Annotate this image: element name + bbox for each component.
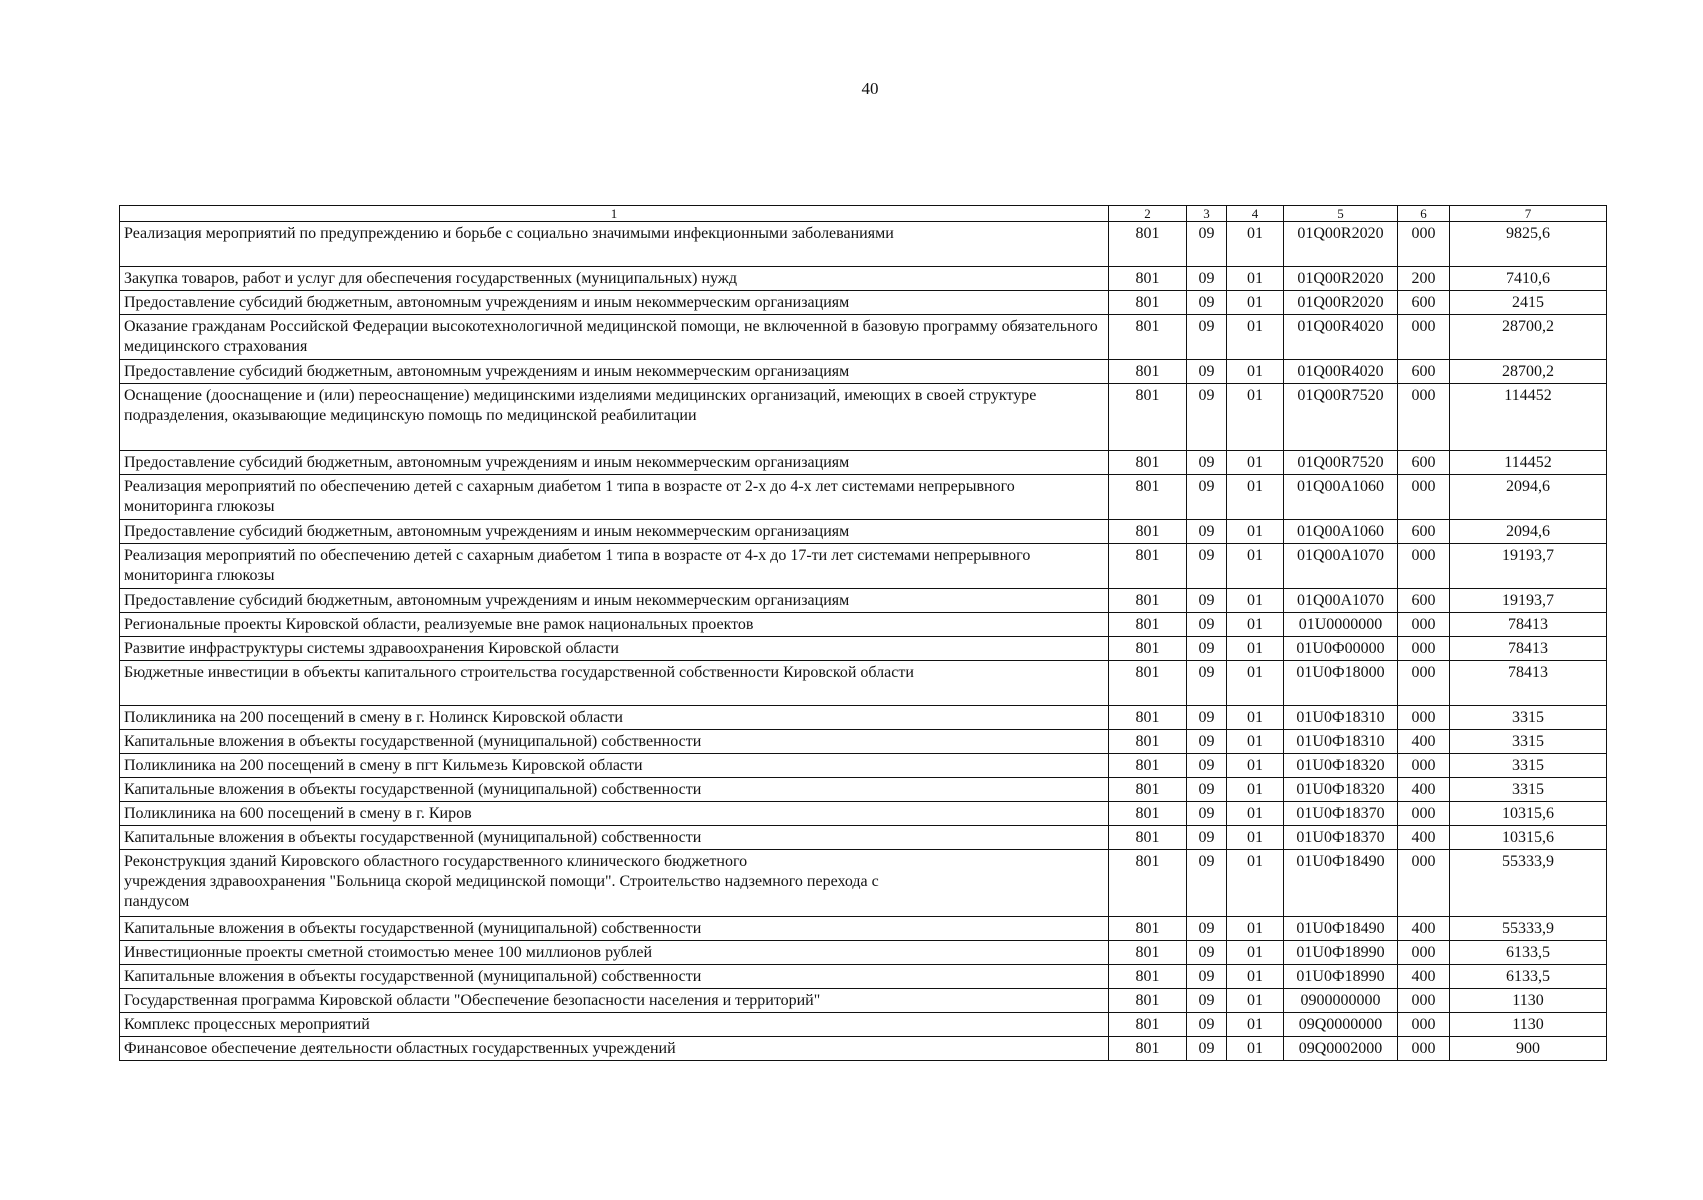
target-article-cell: 01Q00R4020 xyxy=(1284,315,1398,360)
table-row xyxy=(120,475,1607,520)
table-row xyxy=(120,589,1607,613)
subsection-code-cell: 01 xyxy=(1227,1013,1284,1037)
amount-cell: 78413 xyxy=(1450,661,1607,706)
target-article-cell: 01Q00A1070 xyxy=(1284,589,1398,613)
table-row xyxy=(120,360,1607,384)
amount-cell: 28700,2 xyxy=(1450,315,1607,360)
expense-type-cell: 000 xyxy=(1398,475,1450,520)
amount-cell: 19193,7 xyxy=(1450,589,1607,613)
subsection-code-cell: 01 xyxy=(1227,589,1284,613)
expense-type-cell: 000 xyxy=(1398,754,1450,778)
section-code-cell: 09 xyxy=(1187,989,1227,1013)
subsection-code-cell: 01 xyxy=(1227,384,1284,451)
table-row xyxy=(120,291,1607,315)
ministry-code-cell: 801 xyxy=(1109,989,1187,1013)
target-article-cell: 09Q0000000 xyxy=(1284,1013,1398,1037)
table-row xyxy=(120,1037,1607,1061)
expense-type-cell: 000 xyxy=(1398,802,1450,826)
row-name-cell: Предоставление субсидий бюджетным, автономным учреждениям и иным некоммерческим организациям xyxy=(120,451,1109,475)
target-article-cell: 01U0Ф18990 xyxy=(1284,965,1398,989)
row-name-cell: Государственная программа Кировской области "Обеспечение безопасности населения и территорий" xyxy=(120,989,1109,1013)
amount-cell: 3315 xyxy=(1450,778,1607,802)
row-name-cell: Инвестиционные проекты сметной стоимостью менее 100 миллионов рублей xyxy=(120,941,1109,965)
ministry-code-cell: 801 xyxy=(1109,730,1187,754)
expense-type-cell: 000 xyxy=(1398,222,1450,267)
subsection-code-cell: 01 xyxy=(1227,661,1284,706)
subsection-code-cell: 01 xyxy=(1227,291,1284,315)
subsection-code-cell: 01 xyxy=(1227,706,1284,730)
target-article-cell: 01U0Ф18370 xyxy=(1284,826,1398,850)
ministry-code-cell: 801 xyxy=(1109,965,1187,989)
target-article-cell: 01U0Ф18490 xyxy=(1284,917,1398,941)
table-row xyxy=(120,778,1607,802)
expense-type-cell: 000 xyxy=(1398,989,1450,1013)
row-name-cell: Реконструкция зданий Кировского областного государственного клинического бюджетного учреждения здравоохранения "Больница скорой медицинской помощи". Строительство надземного перехода с пандусом xyxy=(120,850,1109,917)
row-name-cell: Предоставление субсидий бюджетным, автономным учреждениям и иным некоммерческим организациям xyxy=(120,520,1109,544)
table-row xyxy=(120,989,1607,1013)
section-code-cell: 09 xyxy=(1187,1013,1227,1037)
expense-type-cell: 000 xyxy=(1398,1013,1450,1037)
subsection-code-cell: 01 xyxy=(1227,965,1284,989)
table-body xyxy=(120,222,1607,1061)
amount-cell: 9825,6 xyxy=(1450,222,1607,267)
target-article-cell: 09Q0002000 xyxy=(1284,1037,1398,1061)
section-code-cell: 09 xyxy=(1187,291,1227,315)
section-code-cell: 09 xyxy=(1187,730,1227,754)
section-code-cell: 09 xyxy=(1187,267,1227,291)
ministry-code-cell: 801 xyxy=(1109,850,1187,917)
amount-cell: 78413 xyxy=(1450,613,1607,637)
expense-type-cell: 000 xyxy=(1398,661,1450,706)
column-header: 2 xyxy=(1109,206,1187,222)
target-article-cell: 01Q00A1060 xyxy=(1284,520,1398,544)
section-code-cell: 09 xyxy=(1187,1037,1227,1061)
amount-cell: 1130 xyxy=(1450,989,1607,1013)
ministry-code-cell: 801 xyxy=(1109,706,1187,730)
target-article-cell: 01Q00R2020 xyxy=(1284,222,1398,267)
amount-cell: 114452 xyxy=(1450,384,1607,451)
row-name-cell: Предоставление субсидий бюджетным, автономным учреждениям и иным некоммерческим организациям xyxy=(120,589,1109,613)
ministry-code-cell: 801 xyxy=(1109,520,1187,544)
amount-cell: 114452 xyxy=(1450,451,1607,475)
expense-type-cell: 400 xyxy=(1398,965,1450,989)
row-name-cell: Оснащение (дооснащение и (или) переоснащение) медицинскими изделиями медицинских организаций, имеющих в своей структуре подразделения, оказывающие медицинскую помощь по медицинской реабилитации xyxy=(120,384,1109,451)
table-row xyxy=(120,826,1607,850)
target-article-cell: 01U0Ф18310 xyxy=(1284,730,1398,754)
row-name-cell: Оказание гражданам Российской Федерации высокотехнологичной медицинской помощи, не включенной в базовую программу обязательного медицинского страхования xyxy=(120,315,1109,360)
section-code-cell: 09 xyxy=(1187,661,1227,706)
row-name-cell: Капитальные вложения в объекты государственной (муниципальной) собственности xyxy=(120,730,1109,754)
ministry-code-cell: 801 xyxy=(1109,360,1187,384)
ministry-code-cell: 801 xyxy=(1109,917,1187,941)
expense-type-cell: 600 xyxy=(1398,451,1450,475)
amount-cell: 10315,6 xyxy=(1450,802,1607,826)
table-row xyxy=(120,1013,1607,1037)
amount-cell: 28700,2 xyxy=(1450,360,1607,384)
section-code-cell: 09 xyxy=(1187,850,1227,917)
section-code-cell: 09 xyxy=(1187,802,1227,826)
table-row xyxy=(120,917,1607,941)
section-code-cell: 09 xyxy=(1187,315,1227,360)
row-name-cell: Комплекс процессных мероприятий xyxy=(120,1013,1109,1037)
section-code-cell: 09 xyxy=(1187,222,1227,267)
ministry-code-cell: 801 xyxy=(1109,941,1187,965)
amount-cell: 19193,7 xyxy=(1450,544,1607,589)
section-code-cell: 09 xyxy=(1187,706,1227,730)
amount-cell: 78413 xyxy=(1450,637,1607,661)
amount-cell: 3315 xyxy=(1450,730,1607,754)
row-name-cell: Бюджетные инвестиции в объекты капитального строительства государственной собственности Кировской области xyxy=(120,661,1109,706)
subsection-code-cell: 01 xyxy=(1227,989,1284,1013)
ministry-code-cell: 801 xyxy=(1109,544,1187,589)
section-code-cell: 09 xyxy=(1187,384,1227,451)
table-row xyxy=(120,706,1607,730)
ministry-code-cell: 801 xyxy=(1109,384,1187,451)
ministry-code-cell: 801 xyxy=(1109,267,1187,291)
section-code-cell: 09 xyxy=(1187,941,1227,965)
row-name-cell: Капитальные вложения в объекты государственной (муниципальной) собственности xyxy=(120,826,1109,850)
target-article-cell: 01U0Ф00000 xyxy=(1284,637,1398,661)
row-name-cell: Реализация мероприятий по обеспечению детей с сахарным диабетом 1 типа в возрасте от 2-х до 4-х лет системами непрерывного мониторинга глюкозы xyxy=(120,475,1109,520)
ministry-code-cell: 801 xyxy=(1109,589,1187,613)
section-code-cell: 09 xyxy=(1187,917,1227,941)
amount-cell: 2415 xyxy=(1450,291,1607,315)
amount-cell: 1130 xyxy=(1450,1013,1607,1037)
section-code-cell: 09 xyxy=(1187,544,1227,589)
amount-cell: 6133,5 xyxy=(1450,941,1607,965)
target-article-cell: 01Q00R7520 xyxy=(1284,451,1398,475)
subsection-code-cell: 01 xyxy=(1227,778,1284,802)
section-code-cell: 09 xyxy=(1187,589,1227,613)
expense-type-cell: 400 xyxy=(1398,826,1450,850)
ministry-code-cell: 801 xyxy=(1109,1037,1187,1061)
ministry-code-cell: 801 xyxy=(1109,222,1187,267)
target-article-cell: 01U0Ф18000 xyxy=(1284,661,1398,706)
target-article-cell: 01Q00R2020 xyxy=(1284,267,1398,291)
section-code-cell: 09 xyxy=(1187,754,1227,778)
row-name-cell: Региональные проекты Кировской области, реализуемые вне рамок национальных проектов xyxy=(120,613,1109,637)
column-header: 6 xyxy=(1398,206,1450,222)
expense-type-cell: 600 xyxy=(1398,520,1450,544)
subsection-code-cell: 01 xyxy=(1227,754,1284,778)
section-code-cell: 09 xyxy=(1187,360,1227,384)
column-header: 5 xyxy=(1284,206,1398,222)
target-article-cell: 01U0000000 xyxy=(1284,613,1398,637)
section-code-cell: 09 xyxy=(1187,637,1227,661)
subsection-code-cell: 01 xyxy=(1227,315,1284,360)
amount-cell: 55333,9 xyxy=(1450,850,1607,917)
subsection-code-cell: 01 xyxy=(1227,826,1284,850)
expense-type-cell: 000 xyxy=(1398,637,1450,661)
table-row xyxy=(120,267,1607,291)
expense-type-cell: 000 xyxy=(1398,1037,1450,1061)
section-code-cell: 09 xyxy=(1187,520,1227,544)
section-code-cell: 09 xyxy=(1187,451,1227,475)
section-code-cell: 09 xyxy=(1187,826,1227,850)
budget-table xyxy=(119,205,1607,1061)
expense-type-cell: 000 xyxy=(1398,384,1450,451)
amount-cell: 3315 xyxy=(1450,754,1607,778)
row-name-cell: Капитальные вложения в объекты государственной (муниципальной) собственности xyxy=(120,778,1109,802)
subsection-code-cell: 01 xyxy=(1227,520,1284,544)
subsection-code-cell: 01 xyxy=(1227,802,1284,826)
table-row xyxy=(120,965,1607,989)
row-name-cell: Капитальные вложения в объекты государственной (муниципальной) собственности xyxy=(120,917,1109,941)
ministry-code-cell: 801 xyxy=(1109,291,1187,315)
table-row xyxy=(120,451,1607,475)
ministry-code-cell: 801 xyxy=(1109,475,1187,520)
table-row xyxy=(120,661,1607,706)
amount-cell: 2094,6 xyxy=(1450,475,1607,520)
column-header: 1 xyxy=(120,206,1109,222)
expense-type-cell: 000 xyxy=(1398,941,1450,965)
amount-cell: 2094,6 xyxy=(1450,520,1607,544)
expense-type-cell: 200 xyxy=(1398,267,1450,291)
target-article-cell: 01U0Ф18320 xyxy=(1284,754,1398,778)
ministry-code-cell: 801 xyxy=(1109,1013,1187,1037)
section-code-cell: 09 xyxy=(1187,613,1227,637)
ministry-code-cell: 801 xyxy=(1109,754,1187,778)
ministry-code-cell: 801 xyxy=(1109,778,1187,802)
expense-type-cell: 000 xyxy=(1398,706,1450,730)
expense-type-cell: 000 xyxy=(1398,613,1450,637)
target-article-cell: 01U0Ф18490 xyxy=(1284,850,1398,917)
row-name-cell: Поликлиника на 200 посещений в смену в пгт Кильмезь Кировской области xyxy=(120,754,1109,778)
amount-cell: 3315 xyxy=(1450,706,1607,730)
expense-type-cell: 000 xyxy=(1398,544,1450,589)
table-row xyxy=(120,384,1607,451)
ministry-code-cell: 801 xyxy=(1109,451,1187,475)
ministry-code-cell: 801 xyxy=(1109,637,1187,661)
subsection-code-cell: 01 xyxy=(1227,637,1284,661)
target-article-cell: 01U0Ф18320 xyxy=(1284,778,1398,802)
subsection-code-cell: 01 xyxy=(1227,850,1284,917)
row-name-cell: Реализация мероприятий по обеспечению детей с сахарным диабетом 1 типа в возрасте от 4-х до 17-ти лет системами непрерывного мониторинга глюкозы xyxy=(120,544,1109,589)
target-article-cell: 01U0Ф18990 xyxy=(1284,941,1398,965)
table-row xyxy=(120,941,1607,965)
expense-type-cell: 600 xyxy=(1398,589,1450,613)
subsection-code-cell: 01 xyxy=(1227,451,1284,475)
expense-type-cell: 400 xyxy=(1398,778,1450,802)
ministry-code-cell: 801 xyxy=(1109,661,1187,706)
amount-cell: 55333,9 xyxy=(1450,917,1607,941)
table-row xyxy=(120,754,1607,778)
table-row xyxy=(120,544,1607,589)
section-code-cell: 09 xyxy=(1187,778,1227,802)
section-code-cell: 09 xyxy=(1187,965,1227,989)
ministry-code-cell: 801 xyxy=(1109,315,1187,360)
subsection-code-cell: 01 xyxy=(1227,917,1284,941)
expense-type-cell: 400 xyxy=(1398,917,1450,941)
target-article-cell: 0900000000 xyxy=(1284,989,1398,1013)
target-article-cell: 01Q00A1070 xyxy=(1284,544,1398,589)
table-row xyxy=(120,315,1607,360)
column-header: 4 xyxy=(1227,206,1284,222)
table-row xyxy=(120,222,1607,267)
column-header: 7 xyxy=(1450,206,1607,222)
subsection-code-cell: 01 xyxy=(1227,267,1284,291)
amount-cell: 10315,6 xyxy=(1450,826,1607,850)
subsection-code-cell: 01 xyxy=(1227,613,1284,637)
expense-type-cell: 000 xyxy=(1398,850,1450,917)
table-row xyxy=(120,520,1607,544)
subsection-code-cell: 01 xyxy=(1227,360,1284,384)
table-row xyxy=(120,613,1607,637)
target-article-cell: 01Q00R4020 xyxy=(1284,360,1398,384)
expense-type-cell: 600 xyxy=(1398,360,1450,384)
section-code-cell: 09 xyxy=(1187,475,1227,520)
row-name-cell: Финансовое обеспечение деятельности областных государственных учреждений xyxy=(120,1037,1109,1061)
column-header: 3 xyxy=(1187,206,1227,222)
amount-cell: 900 xyxy=(1450,1037,1607,1061)
row-name-cell: Капитальные вложения в объекты государственной (муниципальной) собственности xyxy=(120,965,1109,989)
column-number-row xyxy=(120,206,1607,222)
target-article-cell: 01Q00A1060 xyxy=(1284,475,1398,520)
row-name-cell: Предоставление субсидий бюджетным, автономным учреждениям и иным некоммерческим организациям xyxy=(120,291,1109,315)
page-number: 40 xyxy=(861,79,879,98)
expense-type-cell: 000 xyxy=(1398,315,1450,360)
amount-cell: 6133,5 xyxy=(1450,965,1607,989)
subsection-code-cell: 01 xyxy=(1227,544,1284,589)
row-name-cell: Поликлиника на 200 посещений в смену в г. Нолинск Кировской области xyxy=(120,706,1109,730)
subsection-code-cell: 01 xyxy=(1227,730,1284,754)
row-name-cell: Развитие инфраструктуры системы здравоохранения Кировской области xyxy=(120,637,1109,661)
subsection-code-cell: 01 xyxy=(1227,475,1284,520)
target-article-cell: 01Q00R7520 xyxy=(1284,384,1398,451)
ministry-code-cell: 801 xyxy=(1109,802,1187,826)
row-name-cell: Реализация мероприятий по предупреждению и борьбе с социально значимыми инфекционными заболеваниями xyxy=(120,222,1109,267)
target-article-cell: 01Q00R2020 xyxy=(1284,291,1398,315)
table-row xyxy=(120,850,1607,917)
amount-cell: 7410,6 xyxy=(1450,267,1607,291)
row-name-cell: Закупка товаров, работ и услуг для обеспечения государственных (муниципальных) нужд xyxy=(120,267,1109,291)
expense-type-cell: 600 xyxy=(1398,291,1450,315)
expense-type-cell: 400 xyxy=(1398,730,1450,754)
table-row xyxy=(120,730,1607,754)
ministry-code-cell: 801 xyxy=(1109,613,1187,637)
target-article-cell: 01U0Ф18370 xyxy=(1284,802,1398,826)
target-article-cell: 01U0Ф18310 xyxy=(1284,706,1398,730)
table-row xyxy=(120,637,1607,661)
table-row xyxy=(120,802,1607,826)
ministry-code-cell: 801 xyxy=(1109,826,1187,850)
row-name-cell: Поликлиника на 600 посещений в смену в г. Киров xyxy=(120,802,1109,826)
subsection-code-cell: 01 xyxy=(1227,222,1284,267)
subsection-code-cell: 01 xyxy=(1227,1037,1284,1061)
subsection-code-cell: 01 xyxy=(1227,941,1284,965)
row-name-cell: Предоставление субсидий бюджетным, автономным учреждениям и иным некоммерческим организациям xyxy=(120,360,1109,384)
